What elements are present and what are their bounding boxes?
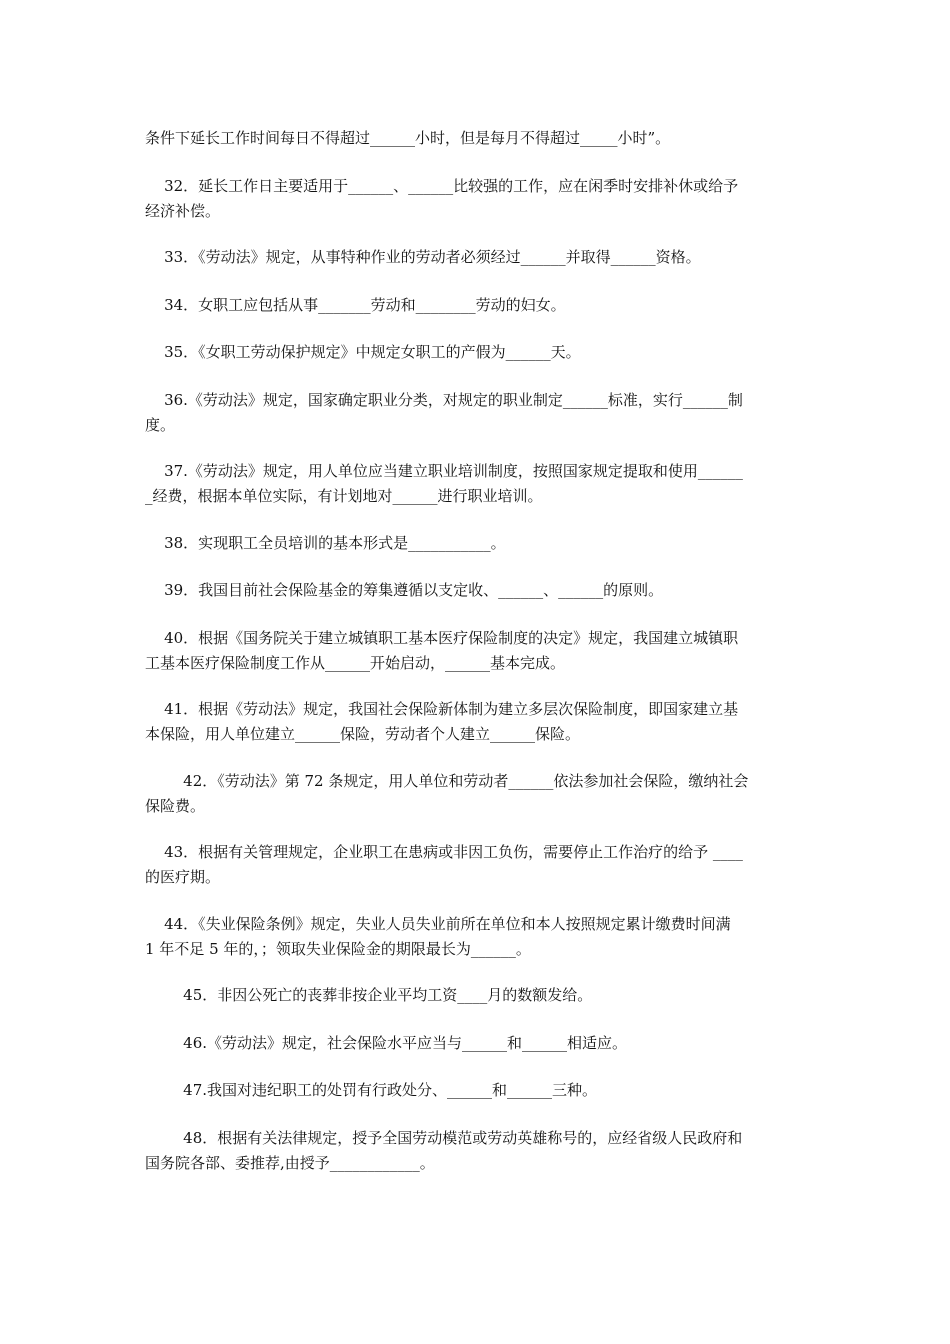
text-line: 42．《劳动法》第 72 条规定，用人单位和劳动者______依法参加社会保险，缴纳社会 bbox=[145, 772, 749, 790]
question-42 bbox=[145, 769, 810, 819]
text-line: 的医疗期。 bbox=[145, 868, 221, 886]
text-line: 经济补偿。 bbox=[145, 202, 221, 220]
text-line: 39．我国目前社会保险基金的筹集遵循以支定收、______、______的原则。 bbox=[145, 581, 664, 599]
question-39 bbox=[145, 578, 810, 603]
question-48 bbox=[145, 1126, 810, 1176]
text-line: 44．《失业保险条例》规定，失业人员失业前所在单位和本人按照规定累计缴费时间满 bbox=[145, 915, 731, 933]
text-line: 1 年不足 5 年的，；领取失业保险金的期限最长为______。 bbox=[145, 940, 531, 958]
text-line: 工基本医疗保险制度工作从______开始启动，______基本完成。 bbox=[145, 654, 566, 672]
text-line: 度。 bbox=[145, 416, 176, 434]
text-line: 35．《女职工劳动保护规定》中规定女职工的产假为______天。 bbox=[145, 343, 581, 361]
question-32 bbox=[145, 174, 810, 224]
text-line: 40．根据《国务院关于建立城镇职工基本医疗保险制度的决定》规定，我国建立城镇职 bbox=[145, 629, 739, 647]
text-line: 38．实现职工全员培训的基本形式是___________。 bbox=[145, 534, 506, 552]
text-line: 43．根据有关管理规定，企业职工在患病或非因工负伤，需要停止工作治疗的给予 ____ bbox=[145, 843, 743, 861]
text-line: 保险费。 bbox=[145, 797, 206, 815]
text-line: 46.《劳动法》规定，社会保险水平应当与______和______相适应。 bbox=[145, 1034, 628, 1052]
text-line: 48．根据有关法律规定，授予全国劳动模范或劳动英雄称号的，应经省级人民政府和 bbox=[145, 1129, 743, 1147]
question-38 bbox=[145, 531, 810, 556]
question-37 bbox=[145, 459, 810, 509]
question-45 bbox=[145, 983, 810, 1008]
question-46 bbox=[145, 1031, 810, 1056]
text-line: _经费，根据本单位实际，有计划地对______进行职业培训。 bbox=[145, 487, 543, 505]
question-43 bbox=[145, 840, 810, 890]
question-41 bbox=[145, 697, 810, 747]
text-line: 36.《劳动法》规定，国家确定职业分类，对规定的职业制定______标准，实行______制 bbox=[145, 391, 743, 409]
text-line: 条件下延长工作时间每日不得超过______小时，但是每月不得超过_____小时”。 bbox=[145, 129, 671, 147]
question-35 bbox=[145, 340, 810, 365]
question-33 bbox=[145, 245, 810, 270]
question-47 bbox=[145, 1078, 810, 1103]
text-line: 47.我国对违纪职工的处罚有行政处分、______和______三种。 bbox=[145, 1081, 598, 1099]
text-line: 41．根据《劳动法》规定，我国社会保险新体制为建立多层次保险制度，即国家建立基 bbox=[145, 700, 739, 718]
text-line: 32．延长工作日主要适用于______、______比较强的工作，应在闲季时安排补休或给予 bbox=[145, 177, 739, 195]
text-line: 本保险，用人单位建立______保险，劳动者个人建立______保险。 bbox=[145, 725, 581, 743]
text-line: 33．《劳动法》规定，从事特种作业的劳动者必须经过______并取得______资格。 bbox=[145, 248, 701, 266]
question-44 bbox=[145, 912, 810, 962]
text-line: 34．女职工应包括从事_______劳动和________劳动的妇女。 bbox=[145, 296, 566, 314]
question-40 bbox=[145, 626, 810, 676]
question-34 bbox=[145, 293, 810, 318]
text-line: 国务院各部、委推荐,由授予____________。 bbox=[145, 1154, 435, 1172]
text-line: 37.《劳动法》规定，用人单位应当建立职业培训制度，按照国家规定提取和使用______ bbox=[145, 462, 743, 480]
question-36 bbox=[145, 388, 810, 438]
question-31-continuation bbox=[145, 126, 810, 151]
text-line: 45．非因公死亡的丧葬非按企业平均工资____月的数额发给。 bbox=[145, 986, 593, 1004]
